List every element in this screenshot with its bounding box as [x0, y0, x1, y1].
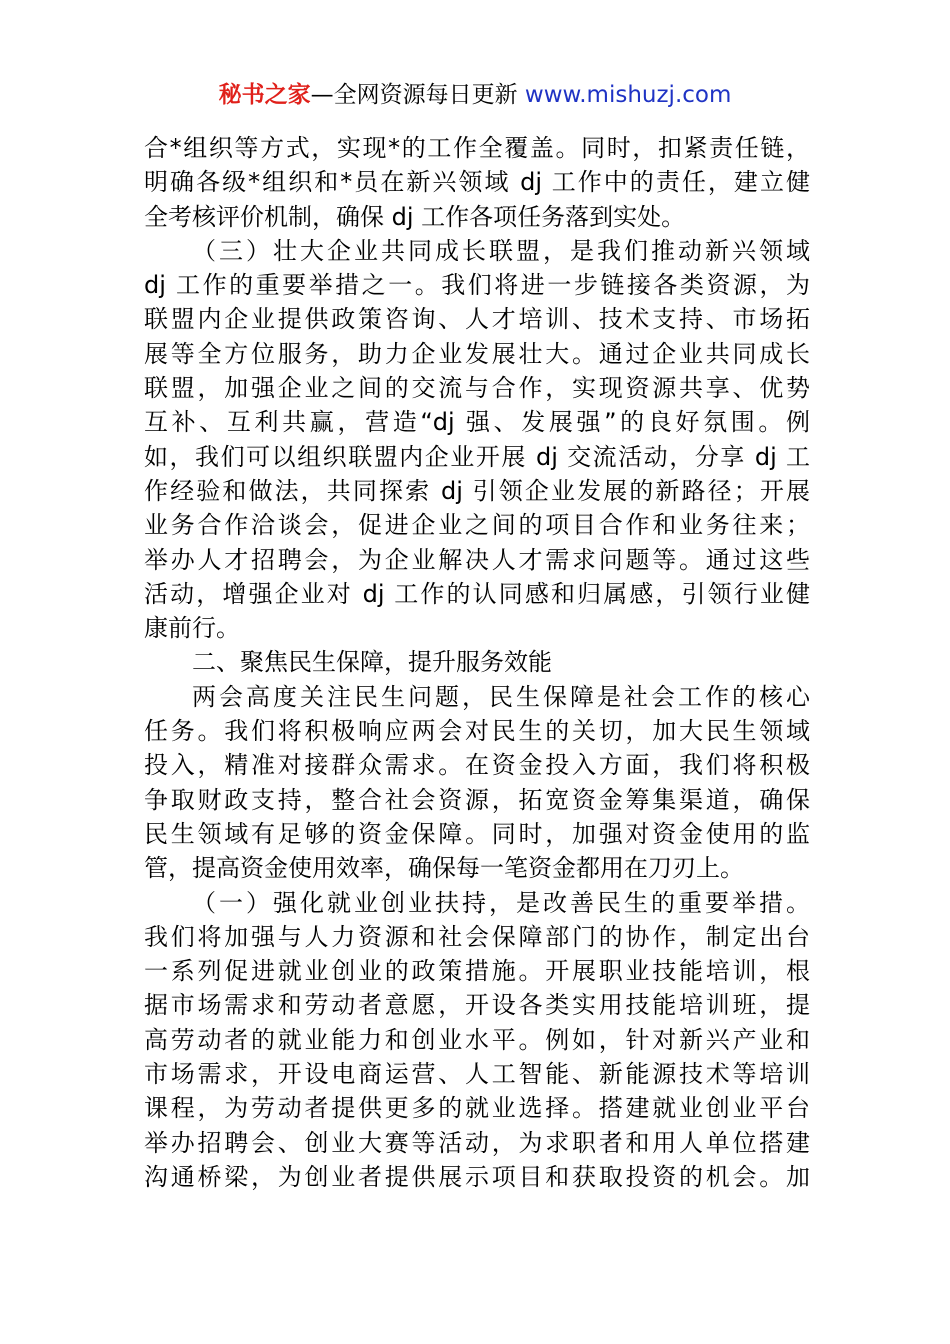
brand-name: 秘书之家 [218, 82, 311, 108]
paragraph-heading-line: （三）壮大企业共同成长联盟，是我们推动新兴领域 [192, 236, 810, 265]
text-line: 沟通桥梁，为创业者提供展示项目和获取投资的机会。加 [144, 1162, 810, 1191]
text-line: 两会高度关注民生问题，民生保障是社会工作的核心 [192, 682, 810, 711]
text-line: 管，提高资金使用效率，确保每一笔资金都用在刀刃上。 [144, 854, 744, 883]
text-line: 如，我们可以组织联盟内企业开展 dj 交流活动，分享 dj 工 [144, 442, 810, 471]
document-body [144, 131, 810, 1194]
text-line: 全考核评价机制，确保 dj 工作各项任务落到实处。 [144, 202, 686, 231]
paragraph-heading-line: （一）强化就业创业扶持，是改善民生的重要举措。 [192, 888, 810, 917]
text-line: 业务合作洽谈会，促进企业之间的项目合作和业务往来； [144, 511, 810, 540]
text-line: 我们将加强与人力资源和社会保障部门的协作，制定出台 [144, 922, 810, 951]
text-line: 高劳动者的就业能力和创业水平。例如，针对新兴产业和 [144, 1025, 810, 1054]
text-line: 举办人才招聘会，为企业解决人才需求问题等。通过这些 [144, 545, 810, 574]
text-line: 明确各级*组织和*员在新兴领域 dj 工作中的责任，建立健 [144, 168, 810, 197]
site-url-link[interactable]: www.mishuzj.com [524, 82, 732, 108]
text-line: 市场需求，开设电商运营、人工智能、新能源技术等培训 [144, 1060, 810, 1089]
text-line: 投入，精准对接群众需求。在资金投入方面，我们将积极 [144, 751, 810, 780]
section-heading: 二、聚焦民生保障，提升服务效能 [192, 648, 552, 677]
text-line: 联盟，加强企业之间的交流与合作，实现资源共享、优势 [144, 374, 810, 403]
text-line: 展等全方位服务，助力企业发展壮大。通过企业共同成长 [144, 339, 810, 368]
text-line: 据市场需求和劳动者意愿，开设各类实用技能培训班，提 [144, 991, 810, 1020]
text-line: 联盟内企业提供政策咨询、人才培训、技术支持、市场拓 [144, 305, 810, 334]
text-line: 康前行。 [144, 614, 240, 643]
text-line: 合*组织等方式，实现*的工作全覆盖。同时，扣紧责任链， [144, 134, 810, 162]
text-line: dj 工作的重要举措之一。我们将进一步链接各类资源，为 [144, 271, 810, 300]
header-tagline: —全网资源每日更新 [310, 82, 518, 108]
text-line: 争取财政支持，整合社会资源，拓宽资金筹集渠道，确保 [144, 785, 810, 814]
text-line: 民生领域有足够的资金保障。同时，加强对资金使用的监 [144, 819, 810, 848]
text-line: 任务。我们将积极响应两会对民生的关切，加大民生领域 [144, 717, 810, 746]
text-line: 互补、互利共赢，营造“dj 强、发展强”的良好氛围。例 [144, 408, 810, 437]
text-line: 一系列促进就业创业的政策措施。开展职业技能培训，根 [144, 957, 810, 986]
text-line: 活动，增强企业对 dj 工作的认同感和归属感，引领行业健 [144, 579, 810, 608]
text-line: 课程，为劳动者提供更多的就业选择。搭建就业创业平台 [144, 1094, 810, 1123]
text-line: 举办招聘会、创业大赛等活动，为求职者和用人单位搭建 [144, 1128, 810, 1157]
text-line: 作经验和做法，共同探索 dj 引领企业发展的新路径；开展 [144, 476, 810, 505]
site-header [0, 78, 950, 112]
